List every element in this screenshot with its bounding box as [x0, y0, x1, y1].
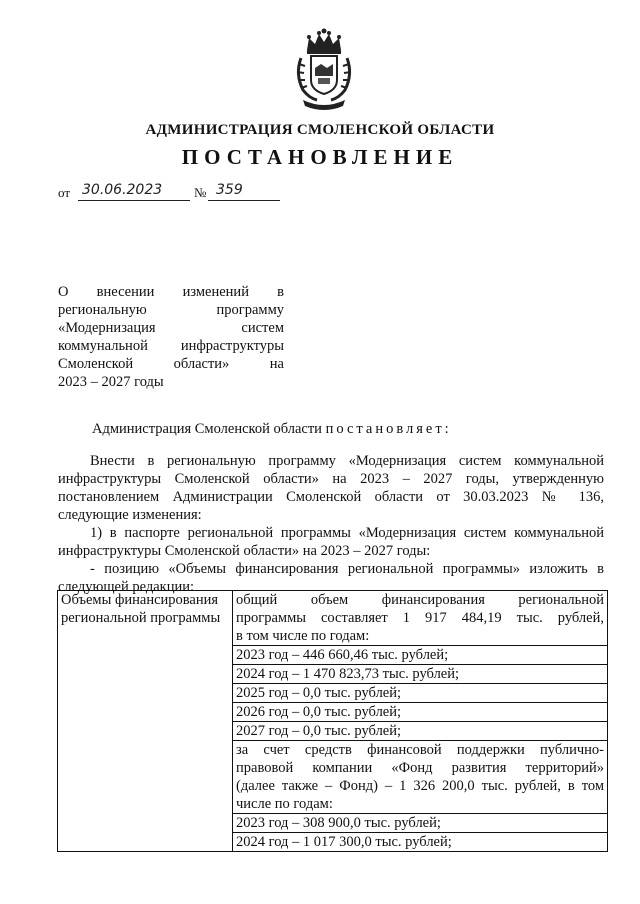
financing-text-line: общий объем финансирования региональной — [236, 592, 604, 608]
financing-text-line: правовой компании «Фонд развития территорий» — [236, 760, 604, 776]
financing-label-line: Объемы финансирования — [61, 592, 219, 608]
body-line: - позицию «Объемы финансирования региональной программы» изложить в — [90, 561, 604, 577]
date-value: 30.06.2023 — [82, 182, 163, 198]
financing-row — [233, 741, 607, 814]
subject-line: 2023 – 2027 годы — [58, 374, 164, 390]
body-line: инфраструктуры Смоленской области» на 2023 – 2027 годы, утвержденную — [58, 471, 604, 487]
financing-label-cell — [58, 591, 233, 852]
financing-text-line: числе по годам: — [236, 796, 333, 812]
coat-of-arms-emblem — [293, 28, 355, 112]
subject-line: О внесении изменений в — [58, 284, 284, 300]
document-type-title: ПОСТАНОВЛЕНИЕ — [181, 145, 459, 169]
financing-values-cell — [233, 591, 608, 852]
body-line: следующие изменения: — [58, 507, 202, 523]
financing-text-line: 2024 год – 1 470 823,73 тыс. рублей; — [236, 666, 460, 682]
financing-text-line: (далее также – Фонд) – 1 326 200,0 тыс. рублей, в том — [236, 778, 604, 794]
financing-row — [233, 646, 607, 665]
financing-text-line: 2023 год – 446 660,46 тыс. рублей; — [236, 647, 449, 663]
financing-label-line: региональной программы — [61, 610, 221, 626]
body-line: 1) в паспорте региональной программы «Модернизация систем коммунальной — [90, 525, 604, 541]
number-label: № — [194, 185, 207, 200]
financing-table — [57, 590, 608, 852]
financing-text-line: за счет средств финансовой поддержки публично- — [236, 742, 604, 758]
decree-prefix: Администрация Смоленской области — [92, 421, 322, 437]
date-label: от — [58, 185, 71, 200]
financing-text-line: 2025 год – 0,0 тыс. рублей; — [236, 685, 402, 701]
subject-line: региональную программу — [58, 302, 284, 318]
financing-text-line: программы составляет 1 917 484,19 тыс. рублей, — [236, 610, 604, 626]
decree-verb: постановляет: — [325, 421, 452, 437]
number-value: 359 — [216, 182, 243, 198]
financing-text-line: 2024 год – 1 017 300,0 тыс. рублей; — [236, 834, 452, 850]
financing-text-line: 2026 год – 0,0 тыс. рублей; — [236, 704, 402, 720]
financing-row — [233, 665, 607, 684]
financing-row — [233, 833, 607, 851]
financing-row — [233, 703, 607, 722]
financing-row — [233, 591, 607, 646]
financing-row — [233, 814, 607, 833]
body-line: Внести в региональную программу «Модернизация систем коммунальной — [90, 453, 604, 469]
body-line: следующей редакции: — [58, 579, 195, 595]
body-text — [58, 452, 604, 596]
subject-line: Смоленской области» на — [58, 356, 284, 372]
decree-statement — [92, 421, 452, 438]
date-number-line — [58, 182, 298, 204]
subject-line: коммунальной инфраструктуры — [58, 338, 284, 354]
financing-text-line: 2023 год – 308 900,0 тыс. рублей; — [236, 815, 441, 831]
financing-text-line: в том числе по годам: — [236, 628, 370, 644]
financing-text-line: 2027 год – 0,0 тыс. рублей; — [236, 723, 402, 739]
organization-title: АДМИНИСТРАЦИЯ СМОЛЕНСКОЙ ОБЛАСТИ — [145, 122, 495, 138]
subject-line: «Модернизация систем — [58, 320, 284, 336]
financing-row — [233, 684, 607, 703]
document-subject — [58, 283, 284, 391]
body-line: постановлением Администрации Смоленской области от 30.03.2023 № 136, — [58, 489, 604, 505]
body-line: инфраструктуры Смоленской области» на 2023 – 2027 годы: — [58, 543, 431, 559]
financing-row — [233, 722, 607, 741]
